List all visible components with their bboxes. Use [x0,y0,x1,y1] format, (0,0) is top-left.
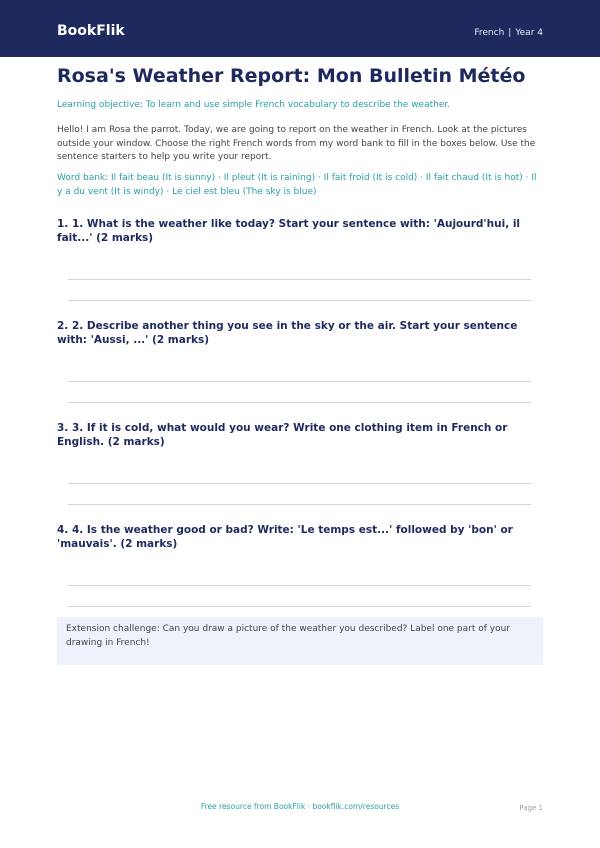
separator: | [508,28,512,38]
answer-line-1b[interactable] [68,300,531,301]
question-2: 2. 2. Describe another thing you see in the sky or the air. Start your sentence with: 'Aussi, ...' (2 marks) [57,320,518,346]
word-bank: Word bank: Il fait beau (It is sunny) · Il pleut (It is raining) · Il fait froid (It is cold) · Il fait chaud (It is hot) · Il y a du vent (It is windy) · Le ciel est bleu (The sky is blue) [57,173,537,197]
year-label: Year 4 [515,28,543,38]
answer-line-2b[interactable] [68,402,531,403]
extension-challenge-box: Extension challenge: Can you draw a picture of the weather you described? Label one part of your drawing in French! [57,617,543,665]
page-number: Page 1 [519,804,543,812]
answer-line-4a[interactable] [68,585,531,586]
subject-label: French [474,28,505,38]
page-title: Rosa's Weather Report: Mon Bulletin Météo [57,65,526,87]
intro-paragraph: Hello! I am Rosa the parrot. Today, we are going to report on the weather in French. Look at the pictures outside your window. Choose the right French words from my word bank to fill in the boxes below. Use the sentence starters to help you write your report. [57,125,536,162]
brand-logo[interactable]: BookFlik [57,23,125,39]
learning-objective: Learning objective: To learn and use simple French vocabulary to describe the weather. [57,100,451,110]
answer-line-1a[interactable] [68,279,531,280]
question-4: 4. 4. Is the weather good or bad? Write: 'Le temps est...' followed by 'bon' or 'mauvais'. (2 marks) [57,524,513,550]
header-bar [0,0,600,57]
question-3: 3. 3. If it is cold, what would you wear? Write one clothing item in French or English. (2 marks) [57,422,508,448]
question-1: 1. 1. What is the weather like today? Start your sentence with: 'Aujourd'hui, il fait...' (2 marks) [57,218,521,244]
footer-text[interactable]: Free resource from BookFlik · bookflik.com/resources [200,802,400,811]
subject-year-label [474,27,543,39]
answer-line-4b[interactable] [68,606,531,607]
answer-line-2a[interactable] [68,381,531,382]
answer-line-3a[interactable] [68,483,531,484]
answer-line-3b[interactable] [68,504,531,505]
